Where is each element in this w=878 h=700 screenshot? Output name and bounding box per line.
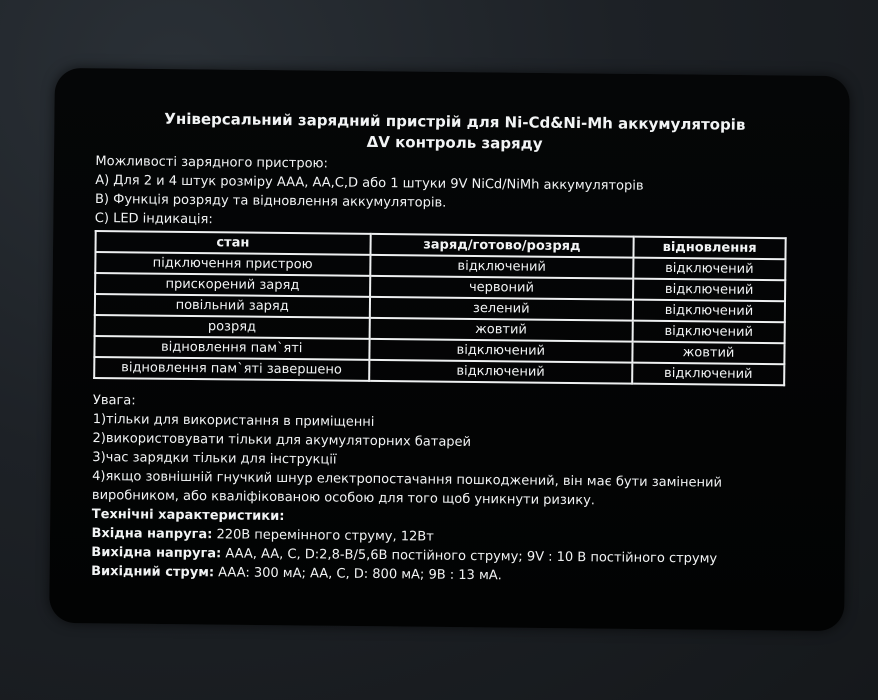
feature-item: B) Функція розряду та відновлення аккумуляторів.	[94, 191, 447, 211]
table-cell: зелений	[369, 297, 633, 321]
table-cell: відключений	[632, 363, 784, 386]
table-cell: жовтий	[632, 342, 784, 365]
warning-item: 3)час зарядки тільки для інструкції	[92, 449, 337, 468]
title-line-1: Універсальний зарядний пристрій для Ni-Cd&Ni-Mh аккумуляторів	[164, 109, 746, 134]
led-status-table	[93, 230, 787, 386]
column-header-restore: відновлення	[634, 237, 786, 260]
spec-label: Вихідна напруга:	[91, 544, 222, 562]
specs-heading: Технічні характеристики:	[91, 506, 285, 524]
table-cell: відновлення пам`яті	[94, 336, 369, 360]
specs-block	[91, 505, 792, 588]
table-cell: повільний заряд	[95, 294, 370, 318]
table-cell: жовтий	[369, 318, 633, 342]
column-header-charge: заряд/готово/розряд	[370, 234, 634, 258]
label-title	[114, 108, 796, 157]
warning-item: 4)якщо зовнішній гнучкий шнур електропостачання пошкоджений, він має бути замінений	[92, 468, 723, 491]
spec-label: Вихідний струм:	[91, 563, 215, 581]
spec-value: AAA: 300 мА; AA, C, D: 800 мА; 9В : 13 мА.	[213, 565, 502, 584]
features-heading: Можливості зарядного пристрою:	[95, 153, 328, 172]
warning-item: виробником, або кваліфікованою особою для того щоб уникнути ризику.	[91, 487, 596, 509]
table-cell: відключений	[369, 360, 633, 384]
table-cell: відключений	[633, 258, 785, 281]
table-cell: відключений	[370, 255, 634, 279]
warning-heading: Увага:	[92, 392, 136, 409]
warning-item: 2)використовувати тільки для акумуляторних батарей	[92, 430, 472, 450]
label-content	[91, 108, 796, 588]
title-line-2: ΔV контроль заряду	[366, 132, 543, 153]
feature-item: C) LED індикація:	[94, 210, 213, 228]
table-cell: відключений	[633, 321, 785, 344]
table-cell: прискорений заряд	[95, 273, 370, 297]
table-cell: підключення пристрою	[95, 252, 370, 276]
spec-value: 220В перемінного струму, 12Вт	[212, 527, 434, 545]
table-cell: розряд	[95, 315, 370, 339]
table-cell: відновлення пам`яті завершено	[94, 357, 369, 381]
table-cell: червоний	[370, 276, 634, 300]
warning-block	[92, 391, 793, 512]
table-cell: відключений	[633, 279, 785, 302]
spec-label: Вхідна напруга:	[91, 525, 213, 543]
table-cell: відключений	[369, 339, 633, 363]
feature-item: A) Для 2 и 4 штук розміру AAA, AA,C,D або 1 штуки 9V NiCd/NiMh аккумуляторів	[95, 172, 644, 194]
features-block	[95, 152, 796, 235]
spec-value: AAA, AA, C, D:2,8-В/5,6В постійного струму; 9V : 10 В постійного струму	[221, 546, 718, 567]
column-header-state: стан	[95, 231, 370, 255]
warning-item: 1)тільки для використання в приміщенні	[92, 411, 375, 430]
table-cell: відключений	[633, 300, 785, 323]
